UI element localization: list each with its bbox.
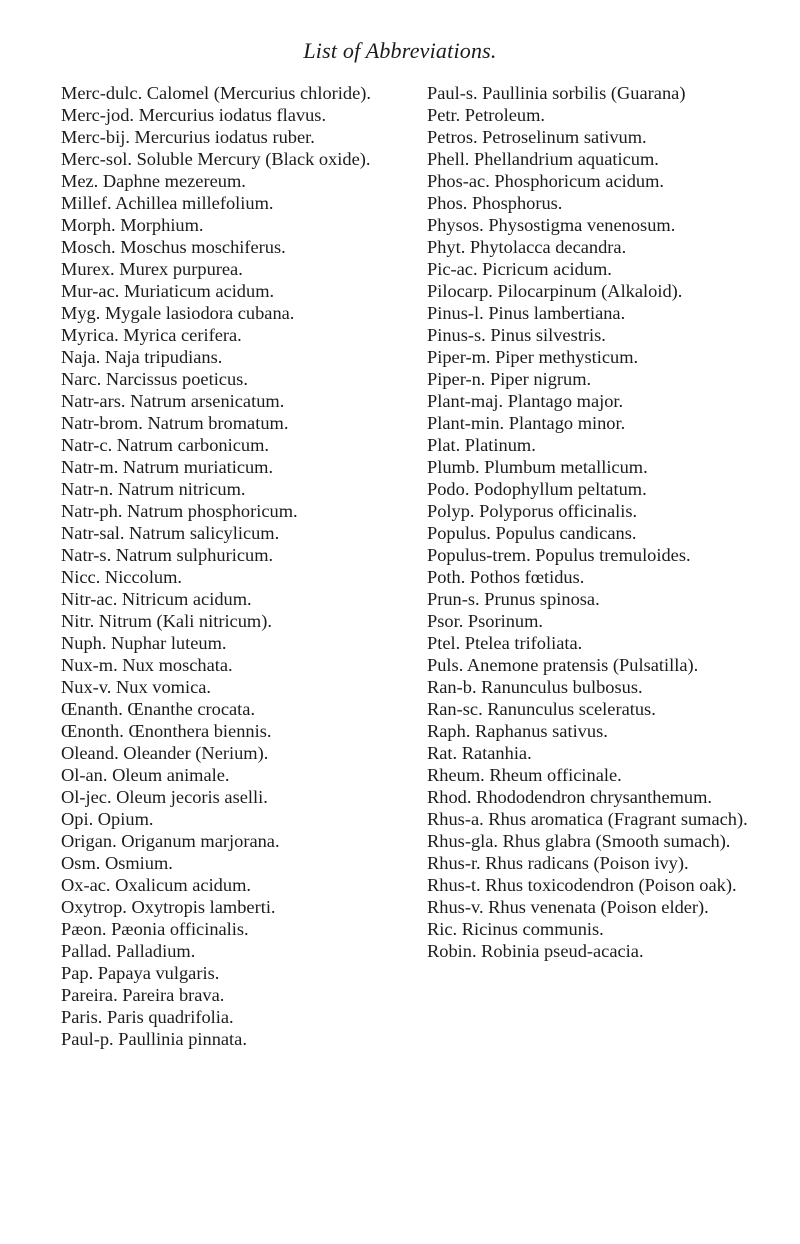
abbreviation-entry: Natr-c. Natrum carbonicum. <box>61 435 269 455</box>
abbreviation-entry: Populus. Populus candicans. <box>427 523 637 543</box>
abbreviation-entry: Pareira. Pareira brava. <box>61 985 225 1005</box>
abbreviation-entry: Pinus-l. Pinus lambertiana. <box>427 303 626 323</box>
abbreviation-entry: Plumb. Plumbum metallicum. <box>427 457 648 477</box>
abbreviation-entry: Morph. Morphium. <box>61 215 204 235</box>
abbreviation-entry: Mez. Daphne mezereum. <box>61 171 246 191</box>
abbreviation-entry: Natr-brom. Natrum bromatum. <box>61 413 289 433</box>
abbreviation-entry: Plat. Platinum. <box>427 435 536 455</box>
abbreviation-entry: Populus-trem. Populus tremuloides. <box>427 545 691 565</box>
abbreviation-entry: Paul-p. Paullinia pinnata. <box>61 1029 247 1049</box>
right-column <box>427 82 779 962</box>
abbreviation-entry: Ox-ac. Oxalicum acidum. <box>61 875 251 895</box>
abbreviation-entry: Rhus-t. Rhus toxicodendron (Poison oak). <box>427 875 737 895</box>
abbreviation-entry: Paul-s. Paullinia sorbilis (Guarana) <box>427 83 686 103</box>
abbreviation-entry: Robin. Robinia pseud-acacia. <box>427 941 644 961</box>
abbreviation-entry: Osm. Osmium. <box>61 853 173 873</box>
abbreviation-entry: Pilocarp. Pilocarpinum (Alkaloid). <box>427 281 683 301</box>
abbreviation-entry: Ran-b. Ranunculus bulbosus. <box>427 677 643 697</box>
abbreviation-entry: Ric. Ricinus communis. <box>427 919 604 939</box>
abbreviation-entry: Pinus-s. Pinus silvestris. <box>427 325 606 345</box>
abbreviation-entry: Pæon. Pæonia officinalis. <box>61 919 249 939</box>
abbreviation-entry: Rhus-gla. Rhus glabra (Smooth sumach). <box>427 831 731 851</box>
abbreviation-entry: Polyp. Polyporus officinalis. <box>427 501 638 521</box>
abbreviation-entry: Opi. Opium. <box>61 809 154 829</box>
abbreviation-entry: Natr-s. Natrum sulphuricum. <box>61 545 274 565</box>
abbreviation-entry: Natr-ars. Natrum arsenicatum. <box>61 391 285 411</box>
abbreviation-entry: Millef. Achillea millefolium. <box>61 193 274 213</box>
abbreviation-entry: Ran-sc. Ranunculus sceleratus. <box>427 699 656 719</box>
abbreviation-entry: Podo. Podophyllum peltatum. <box>427 479 647 499</box>
abbreviation-entry: Phos. Phosphorus. <box>427 193 563 213</box>
abbreviation-entry: Natr-n. Natrum nitricum. <box>61 479 246 499</box>
abbreviation-entry: Merc-jod. Mercurius iodatus flavus. <box>61 105 327 125</box>
abbreviation-entry: Ol-an. Oleum animale. <box>61 765 230 785</box>
abbreviation-entry: Nux-v. Nux vomica. <box>61 677 211 697</box>
abbreviation-entry: Ol-jec. Oleum jecoris aselli. <box>61 787 268 807</box>
abbreviation-entry: Nicc. Niccolum. <box>61 567 183 587</box>
abbreviation-entry: Rhus-r. Rhus radicans (Poison ivy). <box>427 853 689 873</box>
abbreviation-entry: Rhod. Rhododendron chrysanthemum. <box>427 787 713 807</box>
abbreviation-entry: Natr-m. Natrum muriaticum. <box>61 457 274 477</box>
abbreviation-entry: Petr. Petroleum. <box>427 105 545 125</box>
abbreviation-entry: Petros. Petroselinum sativum. <box>427 127 647 147</box>
abbreviation-entry: Paris. Paris quadrifolia. <box>61 1007 234 1027</box>
abbreviation-entry: Pap. Papaya vulgaris. <box>61 963 220 983</box>
abbreviation-entry: Origan. Origanum marjorana. <box>61 831 280 851</box>
abbreviation-entry: Rhus-a. Rhus aromatica (Fragrant sumach). <box>427 809 748 829</box>
abbreviation-entry: Rat. Ratanhia. <box>427 743 532 763</box>
abbreviation-entry: Naja. Naja tripudians. <box>61 347 223 367</box>
abbreviation-entry: Nitr-ac. Nitricum acidum. <box>61 589 252 609</box>
abbreviation-entry: Pallad. Palladium. <box>61 941 196 961</box>
abbreviation-entry: Piper-m. Piper methysticum. <box>427 347 639 367</box>
abbreviation-entry: Oleand. Oleander (Nerium). <box>61 743 269 763</box>
abbreviation-entry: Psor. Psorinum. <box>427 611 543 631</box>
abbreviation-entry: Natr-ph. Natrum phosphoricum. <box>61 501 298 521</box>
abbreviation-entry: Mur-ac. Muriaticum acidum. <box>61 281 275 301</box>
abbreviation-entry: Ptel. Ptelea trifoliata. <box>427 633 583 653</box>
abbreviation-entry: Myrica. Myrica cerifera. <box>61 325 242 345</box>
abbreviation-entry: Piper-n. Piper nigrum. <box>427 369 592 389</box>
abbreviation-entry: Nuph. Nuphar luteum. <box>61 633 227 653</box>
abbreviation-entry: Plant-maj. Plantago major. <box>427 391 624 411</box>
left-column <box>61 82 413 1050</box>
abbreviation-entry: Œnanth. Œnanthe crocata. <box>61 699 256 719</box>
abbreviation-entry: Oxytrop. Oxytropis lamberti. <box>61 897 276 917</box>
abbreviation-entry: Narc. Narcissus poeticus. <box>61 369 248 389</box>
abbreviation-entry: Nux-m. Nux moschata. <box>61 655 233 675</box>
page-title: List of Abbreviations. <box>303 38 497 63</box>
abbreviation-entry: Œnonth. Œnonthera biennis. <box>61 721 272 741</box>
abbreviation-entry: Poth. Pothos fœtidus. <box>427 567 585 587</box>
abbreviation-entry: Nitr. Nitrum (Kali nitricum). <box>61 611 272 631</box>
abbreviation-entry: Natr-sal. Natrum salicylicum. <box>61 523 280 543</box>
abbreviation-entry: Prun-s. Prunus spinosa. <box>427 589 600 609</box>
abbreviation-entry: Pic-ac. Picricum acidum. <box>427 259 612 279</box>
abbreviation-entry: Murex. Murex purpurea. <box>61 259 243 279</box>
abbreviation-entry: Phell. Phellandrium aquaticum. <box>427 149 659 169</box>
abbreviation-entry: Merc-sol. Soluble Mercury (Black oxide). <box>61 149 371 169</box>
abbreviation-entry: Physos. Physostigma venenosum. <box>427 215 676 235</box>
abbreviation-entry: Rhus-v. Rhus venenata (Poison elder). <box>427 897 709 917</box>
abbreviation-entry: Phos-ac. Phosphoricum acidum. <box>427 171 665 191</box>
abbreviation-entry: Raph. Raphanus sativus. <box>427 721 608 741</box>
abbreviation-entry: Mosch. Moschus moschiferus. <box>61 237 286 257</box>
abbreviation-entry: Merc-dulc. Calomel (Mercurius chloride). <box>61 83 371 103</box>
abbreviation-entry: Puls. Anemone pratensis (Pulsatilla). <box>427 655 699 675</box>
abbreviation-entry: Myg. Mygale lasiodora cubana. <box>61 303 295 323</box>
abbreviation-entry: Phyt. Phytolacca decandra. <box>427 237 627 257</box>
abbreviation-entry: Rheum. Rheum officinale. <box>427 765 622 785</box>
abbreviation-entry: Merc-bij. Mercurius iodatus ruber. <box>61 127 315 147</box>
abbreviation-entry: Plant-min. Plantago minor. <box>427 413 626 433</box>
